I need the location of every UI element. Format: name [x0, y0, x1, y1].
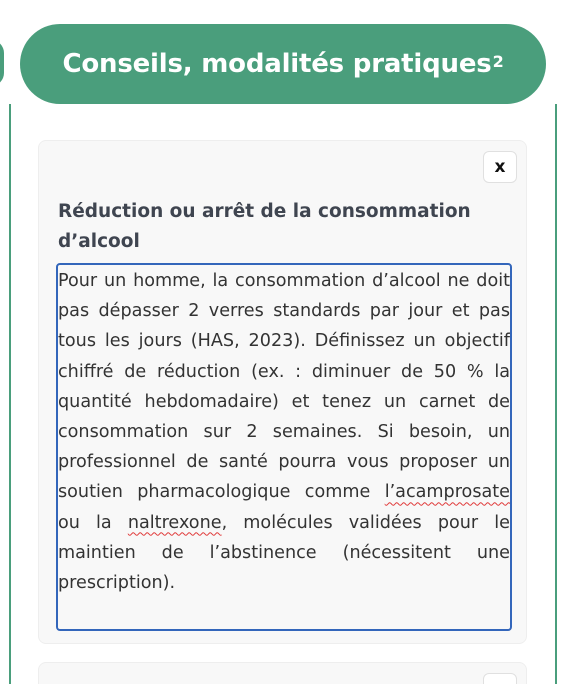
- advice-card: [38, 140, 527, 644]
- section-border-right: [555, 104, 557, 684]
- text-segment: ou la: [58, 512, 128, 533]
- card-title: Réduction ou arrêt de la consommation d’alcool: [58, 201, 471, 252]
- text-segment: , molécules validées pour le maintien de l’abstinence (nécessitent une prescription).: [58, 512, 510, 594]
- section-header: [20, 24, 546, 104]
- previous-section-tab[interactable]: [0, 40, 4, 86]
- section-border-left: [9, 104, 11, 684]
- next-advice-card: [38, 662, 527, 684]
- text-segment: Pour un homme, la consommation d’alcool ne doit pas dépasser 2 verres standards par jour et pas tous les jours (HAS, 2023). Définissez un objectif chiffré de réduction (ex. : diminuer de 50 % la quantité hebdomadaire) et tenez un carnet de consommation sur 2 semaines. Si besoin, un professionnel de santé pourra vous proposer un soutien pharmacologique comme: [58, 271, 510, 503]
- misspelled-word[interactable]: naltrexone: [127, 512, 222, 533]
- misspelled-word[interactable]: l’acamprosate: [384, 482, 510, 503]
- advice-text-editor[interactable]: [56, 263, 512, 631]
- footnote-ref[interactable]: 2: [492, 51, 504, 71]
- close-next-card-button[interactable]: [483, 673, 517, 684]
- section-title: Conseils, modalités pratiques: [62, 49, 492, 79]
- close-card-button[interactable]: x: [483, 151, 517, 183]
